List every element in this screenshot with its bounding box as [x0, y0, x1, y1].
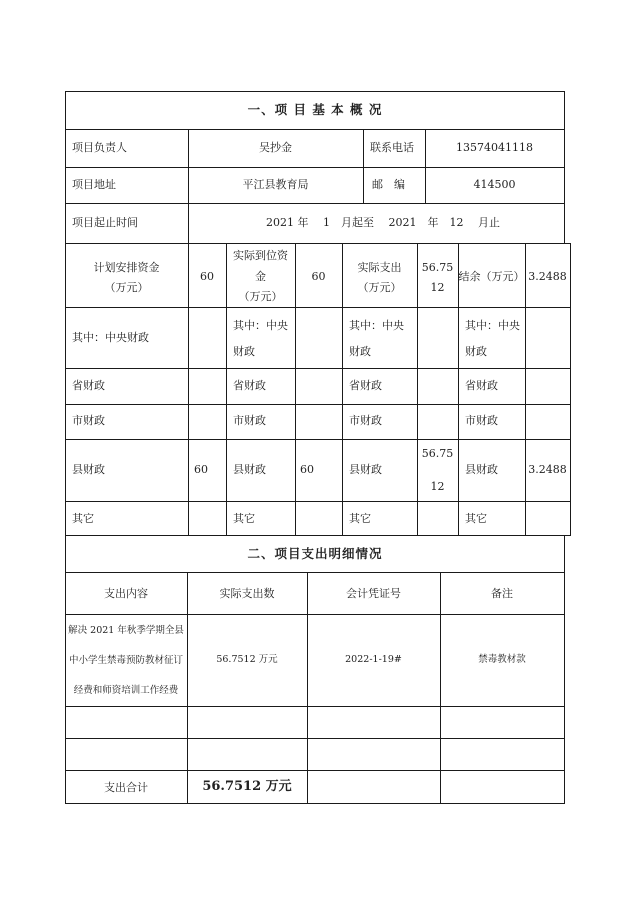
province-balance-label: 省财政 — [465, 379, 498, 392]
county-spent-value-line2: 12 — [430, 480, 445, 493]
period-value: 2021 年 1 月起至 2021 年 12 月止 — [266, 216, 500, 229]
leader-value: 吴抄金 — [259, 141, 292, 154]
central-arrived-label-a: 其中：中央 — [233, 319, 288, 332]
address-label: 项目地址 — [72, 178, 116, 191]
spent-value-line1: 56.75 — [421, 261, 454, 274]
phone-value: 13574041118 — [456, 141, 533, 154]
county-arrived-label: 县财政 — [233, 463, 266, 476]
other-arrived-label: 其它 — [233, 512, 255, 525]
province-spent-label: 省财政 — [349, 379, 382, 392]
central-spent-label-b: 财政 — [349, 345, 371, 358]
city-balance-label: 市财政 — [465, 414, 498, 427]
county-plan-value: 60 — [194, 463, 208, 476]
province-label: 省财政 — [72, 379, 105, 392]
arrived-label-line3: （万元） — [238, 290, 283, 303]
central-spent-label-a: 其中：中央 — [349, 319, 404, 332]
row1-content-line2: 中小学生禁毒预防教材征订 — [68, 655, 183, 666]
balance-value: 3.2488 — [528, 270, 567, 283]
phone-label: 联系电话 — [370, 141, 414, 154]
col-content-header: 支出内容 — [104, 587, 148, 600]
row1-content-line3: 经费和师资培训工作经费 — [73, 685, 179, 696]
total-value: 56.7512 万元 — [202, 779, 292, 794]
leader-label: 项目负责人 — [72, 141, 127, 154]
plan-value: 60 — [200, 270, 214, 283]
other-balance-label: 其它 — [465, 512, 487, 525]
city-arrived-label: 市财政 — [233, 414, 266, 427]
plan-label-line1: 计划安排资金 — [93, 261, 160, 274]
section2-title: 二、项目支出明细情况 — [247, 546, 383, 561]
total-label: 支出合计 — [104, 781, 148, 794]
col-amount-header: 实际支出数 — [219, 587, 275, 600]
county-balance-value: 3.2488 — [528, 463, 567, 476]
central-arrived-label-b: 财政 — [233, 345, 255, 358]
row1-remark: 禁毒教材款 — [478, 654, 526, 665]
row1-voucher: 2022-1-19# — [345, 654, 402, 665]
spent-label-line1: 实际支出 — [357, 261, 402, 274]
row1-amount: 56.7512 万元 — [216, 654, 278, 665]
arrived-label-line1: 实际到位资 — [233, 249, 288, 262]
city-spent-label: 市财政 — [349, 414, 382, 427]
county-arrived-value: 60 — [300, 463, 314, 476]
central-balance-label-a: 其中：中央 — [465, 319, 520, 332]
county-spent-label: 县财政 — [349, 463, 382, 476]
postcode-value: 414500 — [473, 178, 516, 191]
central-balance-label-b: 财政 — [465, 345, 487, 358]
plan-label-line2: （万元） — [104, 281, 149, 294]
county-balance-label: 县财政 — [465, 463, 498, 476]
county-label: 县财政 — [72, 463, 105, 476]
other-label: 其它 — [72, 512, 94, 525]
central-label: 其中：中央财政 — [72, 331, 149, 344]
county-spent-value-line1: 56.75 — [421, 447, 454, 460]
row1-content-line1: 解决 2021 年秋季学期全县 — [68, 625, 184, 636]
province-arrived-label: 省财政 — [233, 379, 266, 392]
period-label: 项目起止时间 — [72, 216, 138, 229]
balance-label: 结余（万元） — [458, 270, 525, 283]
address-value: 平江县教育局 — [242, 178, 309, 191]
arrived-value: 60 — [311, 270, 326, 283]
postcode-label: 邮 编 — [372, 178, 405, 191]
col-voucher-header: 会计凭证号 — [346, 587, 401, 600]
section1-title: 一、项 目 基 本 概 况 — [247, 102, 383, 117]
col-remark-header: 备注 — [491, 587, 513, 600]
spent-label-line2: （万元） — [357, 281, 402, 294]
city-label: 市财政 — [72, 414, 105, 427]
other-spent-label: 其它 — [349, 512, 371, 525]
spent-value-line2: 12 — [430, 281, 445, 294]
arrived-label-line2: 金 — [255, 270, 266, 283]
